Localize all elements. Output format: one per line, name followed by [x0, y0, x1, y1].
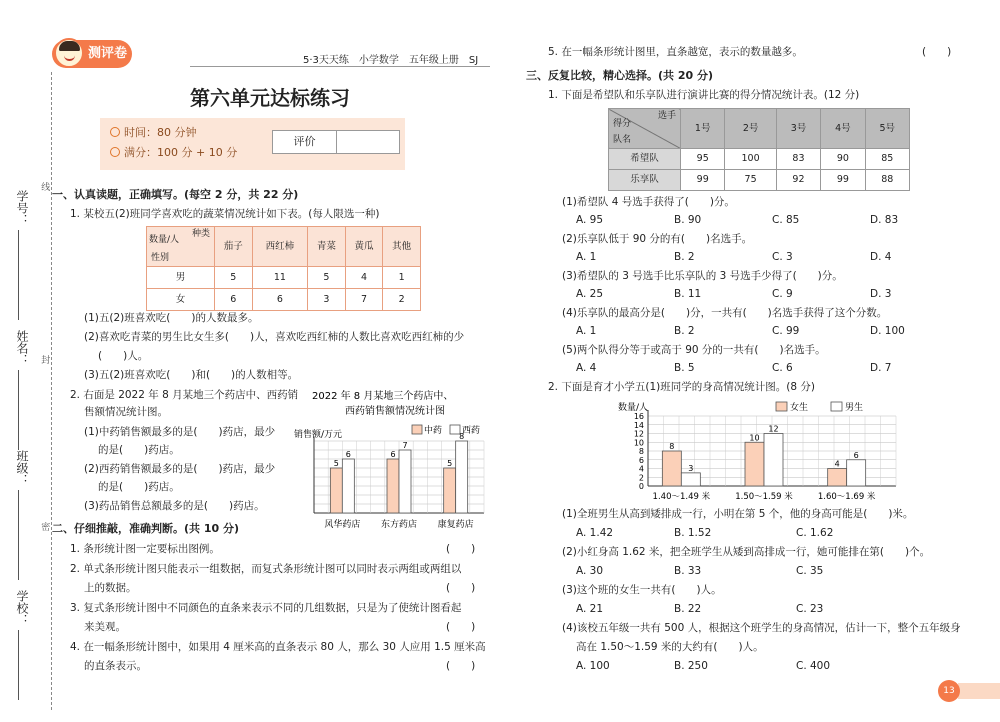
bar-girls: [828, 469, 847, 487]
student-id-line: [18, 230, 19, 320]
option-d[interactable]: D. 100: [870, 325, 905, 337]
data-label: 4: [834, 459, 840, 469]
legend-swatch-chinese: [412, 425, 422, 434]
data-label: 8: [459, 432, 465, 441]
cut-mark-seal: 封: [39, 355, 50, 364]
header-divider: [190, 66, 490, 67]
answer-paren[interactable]: ( ): [446, 621, 476, 633]
cut-mark-secret: 密: [39, 522, 50, 531]
s1-q2-sub3: (3)药品销售总额最多的是( )药店。: [84, 500, 265, 512]
data-label: 6: [345, 450, 351, 459]
y-axis-label: 数量/人: [618, 403, 649, 413]
legend-label-western: 西药: [462, 426, 481, 436]
option-a[interactable]: A. 25: [576, 288, 604, 300]
y-tick-label: 10: [633, 438, 644, 448]
class-label: 班级：: [15, 450, 29, 486]
header-series: 5·3天天练 小学数学 五年级上册 SJ: [303, 55, 479, 66]
option-c[interactable]: C. 23: [796, 603, 824, 615]
s1-q1-sub3: (3)五(2)班喜欢吃( )和( )的人数相等。: [84, 369, 299, 381]
table-row: 男 5 11 5 4 1: [147, 267, 421, 289]
x-tick-label: 1.40～1.49 米: [652, 492, 711, 502]
bar-chinese: [387, 459, 399, 513]
option-b[interactable]: B. 2: [674, 251, 695, 263]
s2-question-3-cont: 来美观。: [84, 621, 126, 633]
x-tick-label: 风华药店: [324, 520, 361, 530]
option-c[interactable]: C. 400: [796, 660, 831, 672]
section-1-title: 一、认真读题，正确填写。(每空 2 分，共 22 分): [52, 188, 299, 201]
s3-q2-sub2: (2)小红身高 1.62 米，把全班学生从矮到高排成一行，她可能排在第( )个。: [562, 546, 931, 558]
table-header: 3号: [776, 109, 820, 149]
s1-q1-sub2-cont: ( )人。: [98, 350, 149, 362]
y-tick-label: 8: [638, 447, 644, 456]
s3-q1-sub4: (4)乐享队的最高分是( )分，一共有( )名选手获得了这个分数。: [562, 307, 888, 319]
table-row: 乐享队 99 75 92 99 88: [609, 170, 910, 191]
clock-icon: [110, 127, 120, 137]
bar-girls: [745, 442, 764, 486]
option-a[interactable]: A. 1: [576, 251, 597, 263]
s3-q2-sub4-cont: 高在 1.50～1.59 米的大约有( )人。: [576, 641, 764, 653]
table-header: 5号: [865, 109, 909, 149]
data-label: 12: [768, 424, 779, 434]
answer-paren[interactable]: ( ): [446, 660, 476, 672]
option-b[interactable]: B. 5: [674, 362, 695, 374]
option-c[interactable]: C. 1.62: [796, 527, 834, 539]
y-tick-label: 16: [633, 412, 644, 421]
option-a[interactable]: A. 30: [576, 565, 604, 577]
chart-title-line1: 2022 年 8 月某地三个药店中、: [312, 391, 454, 402]
s3-q1-sub2: (2)乐享队低于 90 分的有( )名选手。: [562, 233, 753, 245]
data-label: 10: [749, 433, 760, 443]
y-tick-label: 0: [638, 482, 644, 491]
s3-q2-sub3: (3)这个班的女生一共有( )人。: [562, 584, 722, 596]
binding-dashed-line: [51, 72, 52, 710]
school-label: 学校：: [15, 590, 29, 626]
pharmacy-sales-chart: [290, 383, 490, 535]
page-tab: [958, 683, 1000, 699]
s1-question-1: 1. 某校五(2)班同学喜欢吃的蔬菜情况统计如下表。(每人限选一种): [70, 208, 380, 220]
bar-chinese: [330, 468, 342, 513]
y-axis-label: 销售额/万元: [294, 430, 343, 440]
s2-question-5: 5. 在一幅条形统计图里，直条越宽，表示的数量越多。: [548, 46, 803, 58]
option-c[interactable]: C. 85: [772, 214, 800, 226]
s1-question-2-cont: 售额情况统计图。: [84, 406, 168, 418]
data-label: 8: [669, 442, 675, 451]
s1-q2-sub1: (1)中药销售额最多的是( )药店，最少: [84, 426, 276, 438]
s3-q2-sub4: (4)该校五年级一共有 500 人，根据这个班学生的身高情况，估计一下，整个五年级身: [562, 622, 961, 634]
y-tick-label: 12: [633, 429, 644, 439]
x-tick-label: 东方药店: [380, 520, 418, 530]
chart-title-line2: 西药销售额情况统计图: [345, 406, 445, 417]
bar-western: [399, 450, 411, 513]
table-corner: 选手 得分 队名: [609, 109, 681, 149]
cut-mark-line: 线: [39, 182, 50, 191]
table-row: 女 6 6 3 7 2: [147, 289, 421, 311]
option-d[interactable]: D. 3: [870, 288, 892, 300]
time-limit: 时间：80 分钟: [110, 126, 197, 140]
data-label: 6: [390, 450, 396, 459]
table-header: 黄瓜: [345, 227, 383, 267]
s2-question-3: 3. 复式条形统计图中不同颜色的直条来表示不同的几组数据，只是为了使统计图看起: [70, 602, 462, 614]
option-b[interactable]: B. 2: [674, 325, 695, 337]
bar-western: [342, 459, 354, 513]
s2-question-1: 1. 条形统计图一定要标出图例。: [70, 543, 220, 555]
option-c[interactable]: C. 3: [772, 251, 793, 263]
data-label: 5: [447, 459, 453, 468]
s1-q2-sub2: (2)西药销售额最多的是( )药店，最少: [84, 463, 276, 475]
data-label: 7: [402, 441, 408, 450]
bar-boys: [681, 473, 700, 486]
page-number: 13: [938, 680, 960, 702]
s1-q1-sub1: (1)五(2)班喜欢吃( )的人数最多。: [84, 312, 259, 324]
s2-question-4-cont: 的直条表示。: [84, 660, 147, 672]
page-title: 第六单元达标练习: [190, 86, 350, 110]
option-a[interactable]: A. 1: [576, 325, 597, 337]
option-d[interactable]: D. 83: [870, 214, 899, 226]
s1-q1-sub2: (2)喜欢吃青菜的男生比女生多( )人，喜欢吃西红柿的人数比喜欢吃西红柿的少: [84, 331, 465, 343]
option-d[interactable]: D. 7: [870, 362, 892, 374]
school-line: [18, 630, 19, 700]
option-a[interactable]: A. 1.42: [576, 527, 614, 539]
y-tick-label: 2: [638, 473, 644, 483]
option-a[interactable]: A. 100: [576, 660, 610, 672]
legend-label-chinese: 中药: [424, 426, 443, 436]
table-header: 茄子: [215, 227, 253, 267]
option-d[interactable]: D. 4: [870, 251, 892, 263]
bar-girls: [662, 451, 681, 486]
y-tick-label: 6: [638, 455, 644, 465]
check-icon: [110, 147, 120, 157]
table-corner: 种类 数量/人 性别: [147, 227, 215, 267]
option-a[interactable]: A. 95: [576, 214, 604, 226]
s1-q2-sub2-cont: 的是( )药店。: [98, 481, 180, 493]
x-tick-label: 1.60～1.69 米: [817, 492, 876, 502]
name-line: [18, 370, 19, 450]
option-b[interactable]: B. 22: [674, 603, 702, 615]
x-tick-label: 康复药店: [437, 520, 474, 530]
table-header: 西红柿: [252, 227, 307, 267]
answer-paren[interactable]: ( ): [446, 543, 476, 555]
section-2-title: 二、仔细推敲，准确判断。(共 10 分): [52, 522, 240, 535]
s3-q1-sub1: (1)希望队 4 号选手获得了( )分。: [562, 196, 735, 208]
bar-boys: [847, 460, 866, 486]
legend-swatch-girls: [776, 402, 787, 411]
legend-label-boys: 男生: [845, 403, 864, 413]
s2-question-2: 2. 单式条形统计图只能表示一组数据，而复式条形统计图可以同时表示两组或两组以: [70, 563, 462, 575]
s1-question-2: 2. 右面是 2022 年 8 月某地三个药店中、西药销: [70, 389, 299, 401]
x-tick-label: 1.50～1.59 米: [735, 492, 793, 502]
s2-question-2-cont: 上的数据。: [84, 582, 137, 594]
legend-swatch-boys: [831, 402, 842, 411]
badge-label: 测评卷: [88, 46, 128, 61]
table-header: 青菜: [308, 227, 346, 267]
option-c[interactable]: C. 9: [772, 288, 793, 300]
class-line: [18, 490, 19, 580]
option-c[interactable]: C. 99: [772, 325, 800, 337]
section-3-title: 三、反复比较，精心选择。(共 20 分): [526, 69, 714, 82]
table-header: 1号: [681, 109, 725, 149]
table-header: 4号: [821, 109, 865, 149]
full-score: 满分：100 分 + 10 分: [110, 146, 237, 160]
s1-q2-sub1-cont: 的是( )药店。: [98, 444, 180, 456]
legend-label-girls: 女生: [790, 403, 809, 413]
option-c[interactable]: C. 6: [772, 362, 793, 374]
s3-q1-sub5: (5)两个队得分等于或高于 90 分的一共有( )名选手。: [562, 344, 826, 356]
table-header: 2号: [725, 109, 776, 149]
data-label: 6: [853, 450, 859, 460]
data-label: 3: [688, 463, 694, 473]
vegetable-table: [146, 226, 421, 311]
s3-q1-sub3: (3)希望队的 3 号选手比乐享队的 3 号选手少得了( )分。: [562, 270, 843, 282]
speech-score-table: [608, 108, 910, 191]
y-tick-label: 14: [633, 420, 644, 430]
option-b[interactable]: B. 90: [674, 214, 702, 226]
data-label: 5: [333, 459, 339, 468]
height-chart: [616, 398, 906, 504]
s2-question-4: 4. 在一幅条形统计图中，如果用 4 厘米高的直条表示 80 人，那么 30 人应用 1.5 厘米高: [70, 641, 486, 653]
option-a[interactable]: A. 4: [576, 362, 597, 374]
evaluation-label: 评价: [273, 131, 337, 153]
s3-question-1: 1. 下面是希望队和乐享队进行演讲比赛的得分情况统计表。(12 分): [548, 89, 860, 101]
evaluation-box: [272, 130, 400, 154]
table-header: 其他: [383, 227, 421, 267]
y-tick-label: 4: [638, 464, 644, 474]
bar-western: [456, 441, 468, 513]
option-c[interactable]: C. 35: [796, 565, 824, 577]
option-b[interactable]: B. 1.52: [674, 527, 712, 539]
option-b[interactable]: B. 33: [674, 565, 702, 577]
table-row: 希望队 95 100 83 90 85: [609, 149, 910, 170]
name-label: 姓名：: [15, 330, 29, 366]
option-b[interactable]: B. 11: [674, 288, 702, 300]
option-b[interactable]: B. 250: [674, 660, 708, 672]
s3-question-2: 2. 下面是育才小学五(1)班同学的身高情况统计图。(8 分): [548, 381, 815, 393]
bar-boys: [764, 434, 783, 487]
student-id-label: 学号：: [15, 190, 29, 226]
bar-chinese: [444, 468, 456, 513]
answer-paren[interactable]: ( ): [922, 46, 952, 58]
mascot-icon: [54, 38, 84, 68]
answer-paren[interactable]: ( ): [446, 582, 476, 594]
option-a[interactable]: A. 21: [576, 603, 604, 615]
s3-q2-sub1: (1)全班男生从高到矮排成一行，小明在第 5 个，他的身高可能是( )米。: [562, 508, 914, 520]
